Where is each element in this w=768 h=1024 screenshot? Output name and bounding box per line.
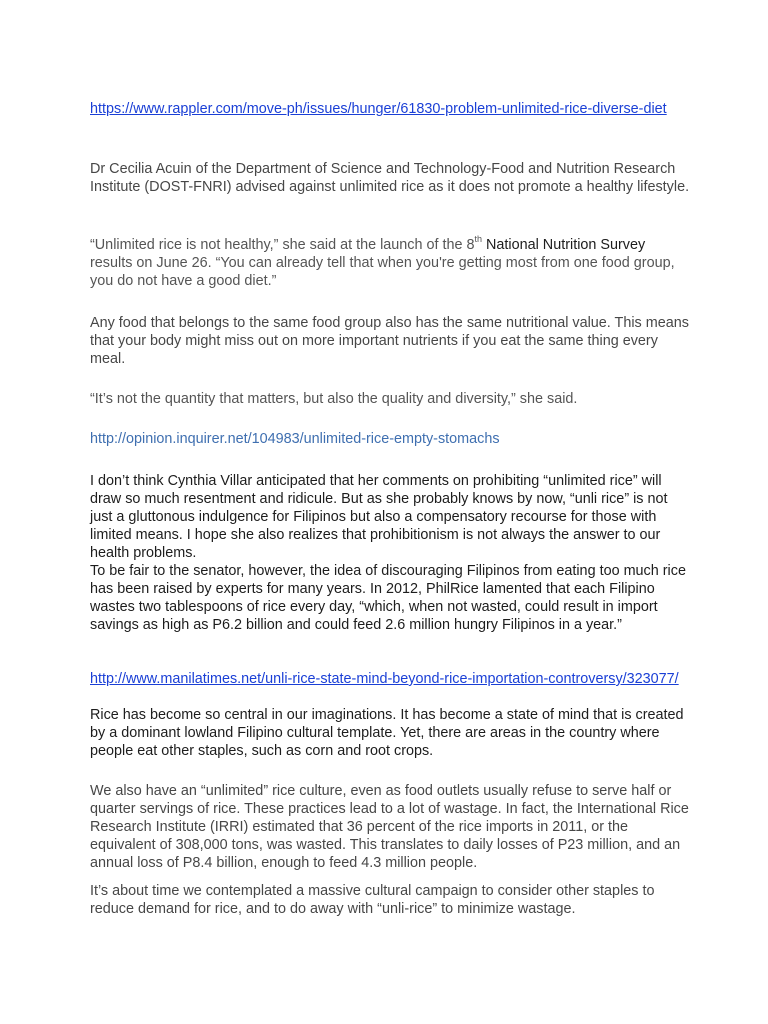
quote-quantity: “It’s not the quantity that matters, but also the quality and diversity,” she said. (90, 391, 578, 407)
manilatimes-link[interactable]: http://www.manilatimes.net/unli-rice-state-mind-beyond-rice-importation-controversy/323077/ (90, 671, 679, 687)
quote1-part-c: results on June 26. “You can already tell that when you're getting most from one food group, you do not have a good diet.” (90, 255, 675, 289)
unlimited-culture-paragraph: We also have an “unlimited” rice culture, even as food outlets usually refuse to serve half or quarter servings of rice. These practices lead to a lot of wastage. In fact, the International Rice Research Institute (IRRI) estimated that 36 percent of the rice imports in 2011, or the equivalent of 308,000 tons, was wasted. This translates to daily losses of P23 million, and an annual loss of P8.4 billion, enough to feed 4.3 million people. (90, 783, 689, 871)
quote1-superscript: th (474, 234, 483, 245)
rappler-link[interactable]: https://www.rappler.com/move-ph/issues/hunger/61830-problem-unlimited-rice-diverse-diet (90, 101, 667, 117)
quote-unlimited-rice (90, 236, 690, 290)
quote1-part-b: National Nutrition Survey (482, 237, 646, 253)
villar-paragraph: I don’t think Cynthia Villar anticipated that her comments on prohibiting “unlimited rice” will draw so much resentment and ridicule. But as she probably knows by now, “unli rice” is not just a gluttonous indulgence for Filipinos but also a compensatory recourse for those with limited means. I hope she also realizes that prohibitionism is not always the answer to our health problems. (90, 473, 668, 561)
inquirer-link[interactable]: http://opinion.inquirer.net/104983/unlimited-rice-empty-stomachs (90, 431, 500, 447)
rice-central-paragraph: Rice has become so central in our imaginations. It has become a state of mind that is created by a dominant lowland Filipino cultural template. Yet, there are areas in the country where people eat other staples, such as corn and root crops. (90, 707, 684, 759)
senator-paragraph: To be fair to the senator, however, the idea of discouraging Filipinos from eating too much rice has been raised by experts for many years. In 2012, PhilRice lamented that each Filipino wastes two tablespoons of rice every day, “which, when not wasted, could result in import savings as high as P6.2 billion and could feed 2.6 million hungry Filipinos in a year.” (90, 563, 686, 633)
acuin-paragraph: Dr Cecilia Acuin of the Department of Science and Technology-Food and Nutrition Research Institute (DOST-FNRI) advised against unlimited rice as it does not promote a healthy lifestyle. (90, 161, 690, 195)
food-group-paragraph: Any food that belongs to the same food group also has the same nutritional value. This means that your body might miss out on more important nutrients if you eat the same thing every meal. (90, 315, 689, 367)
cultural-campaign-paragraph: It’s about time we contemplated a massive cultural campaign to consider other staples to reduce demand for rice, and to do away with “unli-rice” to minimize wastage. (90, 883, 655, 917)
quote1-part-a: “Unlimited rice is not healthy,” she said at the launch of the 8 (90, 237, 475, 253)
